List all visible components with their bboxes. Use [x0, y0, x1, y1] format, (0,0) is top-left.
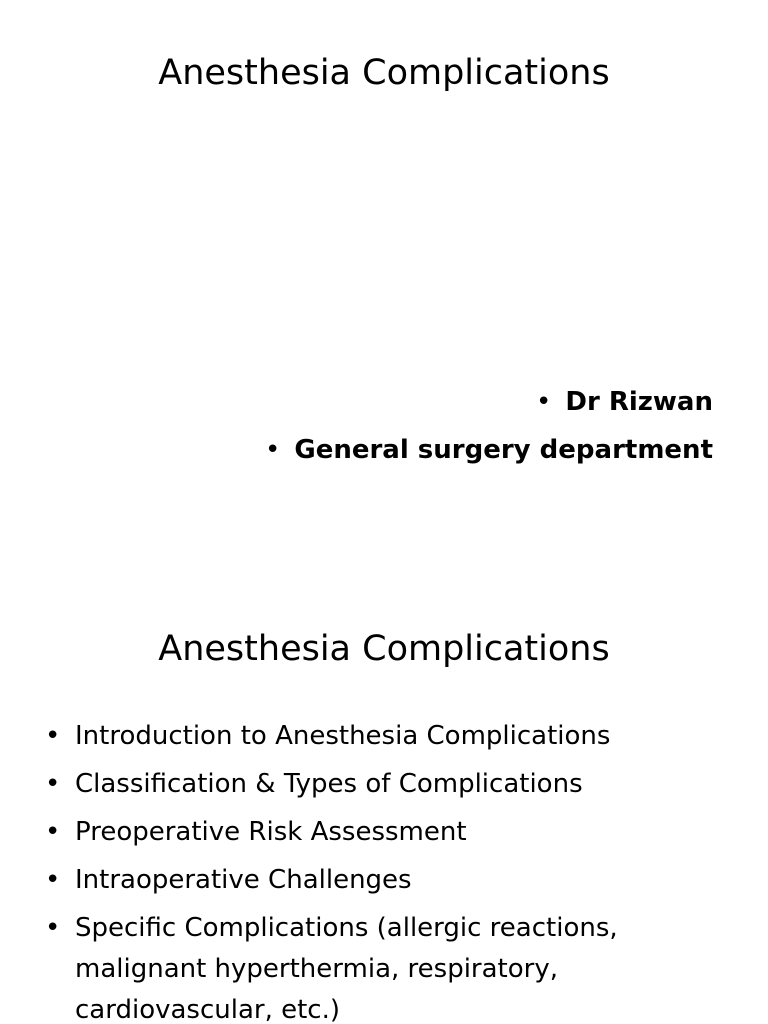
- slide-title: Anesthesia Complications: [158, 629, 610, 669]
- list-item-text: Specific Complications (allergic reactions, malignant hyperthermia, respiratory, cardiovascular, etc.): [75, 913, 618, 1024]
- presenter-name-text: Dr Rizwan: [565, 387, 713, 417]
- list-item: [45, 860, 725, 901]
- bullet-icon: •: [536, 387, 552, 417]
- bullet-icon: •: [45, 769, 61, 799]
- list-item-text: Classification & Types of Complications: [75, 769, 583, 799]
- list-item: [45, 812, 725, 853]
- list-item: [45, 908, 725, 1024]
- list-item-text: Intraoperative Challenges: [75, 865, 412, 895]
- presenter-department: [265, 426, 713, 474]
- presenter-name: [265, 378, 713, 426]
- bullet-icon: •: [45, 817, 61, 847]
- bullet-icon: •: [265, 435, 281, 465]
- list-item: [45, 764, 725, 805]
- list-item-text: Preoperative Risk Assessment: [75, 817, 467, 847]
- agenda-slide: [0, 576, 768, 1024]
- presenter-department-text: General surgery department: [294, 435, 713, 465]
- presenter-info-list: [265, 378, 713, 474]
- bullet-icon: •: [45, 913, 61, 943]
- slide-title: Anesthesia Complications: [158, 53, 610, 93]
- bullet-icon: •: [45, 865, 61, 895]
- agenda-list: [45, 716, 725, 1024]
- list-item: [45, 716, 725, 757]
- bullet-icon: •: [45, 721, 61, 751]
- list-item-text: Introduction to Anesthesia Complications: [75, 721, 611, 751]
